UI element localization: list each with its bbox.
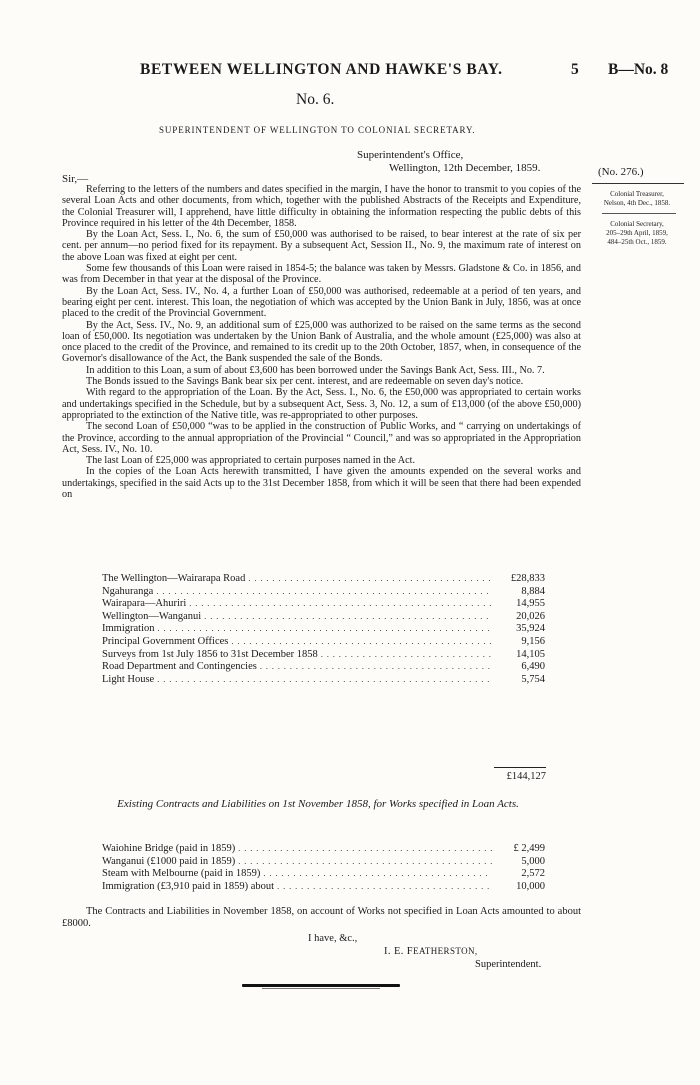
margin-note-treasurer <box>588 190 686 208</box>
closing-paragraph: The Contracts and Liabilities in November 1858, on account of Works not specified in Loan Acts amounted to about £8000. <box>62 906 581 929</box>
row-amount: 6,490 <box>521 661 545 673</box>
table-row <box>102 881 545 894</box>
row-label: Waiohine Bridge (paid in 1859) <box>102 843 236 854</box>
table-row <box>102 661 545 674</box>
margin-note-line: 484–25th Oct., 1859. <box>607 238 667 246</box>
body-paragraph: By the Act, Sess. IV., No. 9, an additional sum of £25,000 was authorized to be raised on the same terms as the second loan of £50,000. Its negotiation was undertaken by the Union Bank of Australia, and the whole amount (£25,000) was also at once placed to the credit of the Province, and remained to its credit up to the 20th October, 1857, when, in consequence of the Governor's disallowance of the Act, the Bank suspended the sale of the Bonds. <box>62 319 581 365</box>
row-label: The Wellington—Wairarapa Road <box>102 573 246 584</box>
row-amount: 2,572 <box>521 868 545 880</box>
document-number: No. 6. <box>296 91 335 108</box>
contracts-table <box>102 843 545 893</box>
row-amount: £ 2,499 <box>513 843 545 854</box>
signatory-role: Superintendent. <box>475 959 542 970</box>
table-row <box>102 573 545 586</box>
body-paragraph: Referring to the letters of the numbers and dates specified in the margin, I have the honor to transmit to you copies of the several Loan Acts and other documents, from which, together with the published Abstracts of the Receipts and Expenditure, the Colonial Treasurer will, I apprehend, have little difficulty in obtaining the information respecting the public debts of this Province required in his letter of the 4th December, 1858. <box>62 184 581 229</box>
complimentary-close: I have, &c., <box>308 933 358 944</box>
end-ornament-rule <box>242 984 400 987</box>
page-number: 5 <box>571 61 579 78</box>
letter-subheading: SUPERINTENDENT OF WELLINGTON TO COLONIAL SECRETARY. <box>159 125 476 135</box>
row-amount: 35,924 <box>516 623 545 635</box>
row-amount: 5,754 <box>521 673 545 685</box>
row-label: Immigration <box>102 623 155 635</box>
row-label: Surveys from 1st July 1856 to 31st December 1858 <box>102 648 318 660</box>
row-label: Ngahuranga <box>102 585 154 597</box>
row-amount: 14,955 <box>516 598 545 610</box>
table-row <box>102 623 545 636</box>
expenditure-table <box>102 573 545 686</box>
signatory-name <box>384 946 478 957</box>
table-row <box>102 856 545 869</box>
row-amount: 14,105 <box>516 648 545 660</box>
margin-divider <box>592 183 684 184</box>
body-paragraph: By the Loan Act, Sess. IV., No. 4, a further Loan of £50,000 was authorised, redeemable at a period of ten years, and bearing eight per cent. interest. This loan, the negotiation of which was accepted by the Union Bank in July, 1856, was at once placed to the credit of the Provincial Government. <box>62 285 581 320</box>
body-paragraph: By the Loan Act, Sess. I., No. 6, the sum of £50,000 was authorised to be raised, to bear interest at the rate of six per cent. per annum—no period fixed for its repayment. By a subsequent Act, Session II., No. 9, the maximum rate of interest on the above Loan was fixed at eight per cent. <box>62 229 581 263</box>
salutation: Sir,— <box>62 173 89 185</box>
row-amount: £28,833 <box>510 573 545 584</box>
expenditure-total: £144,127 <box>506 771 546 782</box>
table-row <box>102 843 545 856</box>
contracts-title: Existing Contracts and Liabilities on 1st November 1858, for Works specified in Loan Acts. <box>117 798 519 810</box>
body-paragraph: Some few thousands of this Loan were raised in 1854-5; the balance was taken by Messrs. Gladstone & Co. in 1856, and was from December in that year at the disposal of the Province. <box>62 263 581 286</box>
table-row <box>102 674 545 687</box>
row-label: Wairapara—Ahuriri <box>102 598 187 610</box>
table-row <box>102 598 545 611</box>
table-row <box>102 649 545 662</box>
margin-note-line: Colonial Treasurer, <box>610 190 664 198</box>
margin-note-secretary <box>588 220 686 247</box>
row-label: Steam with Melbourne (paid in 1859) <box>102 868 261 880</box>
signatory-initials: I. E. F <box>384 946 414 957</box>
office-line-1: Superintendent's Office, <box>357 149 464 161</box>
table-row <box>102 586 545 599</box>
body-paragraph: The second Loan of £50,000 “was to be applied in the construction of Public Works, and “ carrying on undertakings of the Province, according to the annual appropriation of the Provincial “ Council,” and was so appropriated in the Appropriation Act, Sess. IV., No. 10. <box>62 421 581 455</box>
table-row <box>102 611 545 624</box>
row-amount: 10,000 <box>516 880 545 892</box>
document-reference: B—No. 8 <box>608 61 669 78</box>
margin-note-line: 205–29th April, 1859, <box>606 229 668 237</box>
row-amount: 20,026 <box>516 610 545 622</box>
row-label: Road Department and Contingencies <box>102 661 257 673</box>
body-paragraph: In the copies of the Loan Acts herewith transmitted, I have given the amounts expended on the several works and undertakings, specified in the said Acts up to the 31st December 1858, from which it will be seen that there had been expended on <box>62 466 581 501</box>
table-row <box>102 636 545 649</box>
body-paragraph: In addition to this Loan, a sum of about £3,600 has been borrowed under the Savings Bank Act, Sess. III., No. 7. <box>86 364 545 376</box>
row-label: Wanganui (£1000 paid in 1859) <box>102 855 236 867</box>
row-amount: 8,884 <box>521 585 545 597</box>
running-title: BETWEEN WELLINGTON AND HAWKE'S BAY. <box>140 61 503 78</box>
margin-letter-number: (No. 276.) <box>598 166 644 178</box>
row-label: Immigration (£3,910 paid in 1859) about <box>102 880 275 892</box>
office-address <box>357 149 540 175</box>
row-label: Principal Government Offices <box>102 635 229 647</box>
margin-note-line: Colonial Secretary, <box>610 220 664 228</box>
body-paragraph: The last Loan of £25,000 was appropriated to certain purposes named in the Act. <box>86 455 416 467</box>
signatory-surname: EATHERSTON, <box>413 946 478 956</box>
sum-rule <box>494 767 546 768</box>
letter-body <box>62 184 581 500</box>
margin-note-line: Nelson, 4th Dec., 1858. <box>603 199 671 207</box>
row-label: Light House <box>102 673 155 685</box>
office-line-2: Wellington, 12th December, 1859. <box>389 162 541 174</box>
row-amount: 5,000 <box>521 855 545 867</box>
body-paragraph: The Bonds issued to the Savings Bank bear six per cent. interest, and are redeemable on seven day's notice. <box>86 376 524 388</box>
row-label: Wellington—Wanganui <box>102 610 202 622</box>
body-paragraph: With regard to the appropriation of the Loan. By the Act, Sess. I., No. 6, the £50,000 was appropriated to certain works and undertakings specified in the Schedule, but by a subsequent Act, Sess. 3, No. 12, a sum of £13,000 (of the above £50,000) appropriated to the extinction of the Native title, was re-appropriated to other purposes. <box>62 387 581 421</box>
row-amount: 9,156 <box>521 635 545 647</box>
margin-divider <box>602 213 676 214</box>
end-ornament-rule <box>262 988 380 989</box>
table-row <box>102 868 545 881</box>
